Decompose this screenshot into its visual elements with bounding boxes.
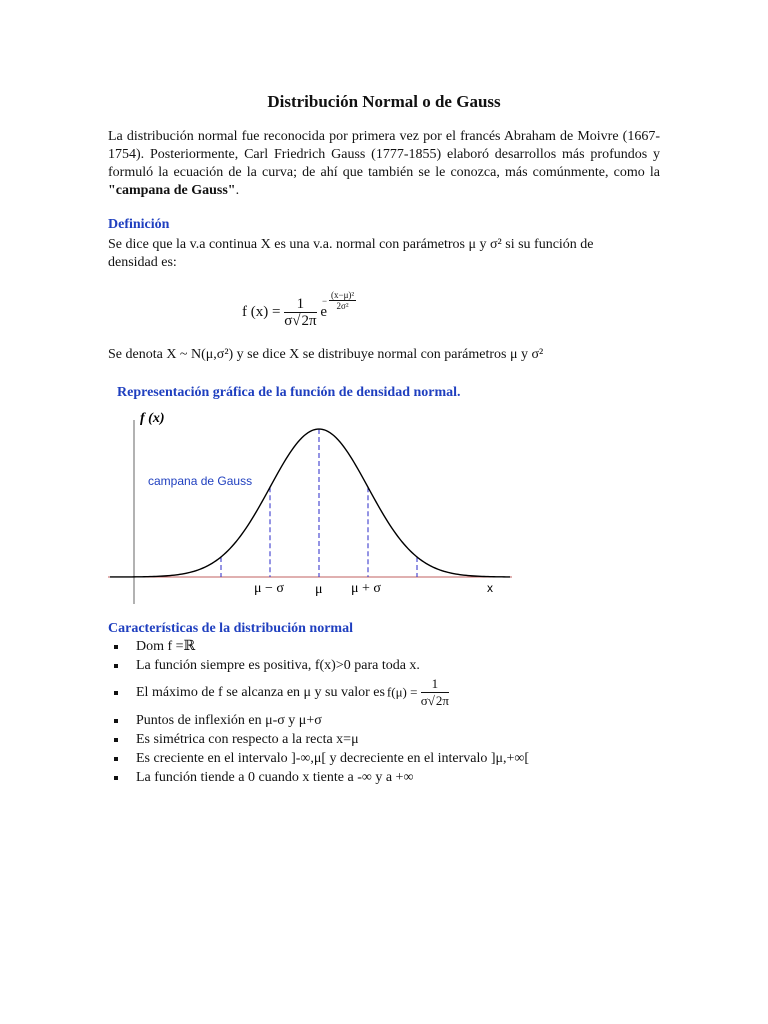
formula-exponential: [320, 290, 356, 320]
list-item: Es creciente en el intervalo ]-∞,μ[ y decreciente en el intervalo ]μ,+∞[: [108, 749, 529, 768]
formula-exp-numerator: (x−μ)²: [331, 290, 355, 300]
definition-line-1: Se dice que la v.a continua X es una v.a. normal con parámetros μ y σ² si su función de: [108, 237, 594, 252]
intro-bold-term: "campana de Gauss": [108, 183, 236, 198]
graph-heading: Representación gráfica de la función de densidad normal.: [117, 385, 461, 400]
list-item: Dom f =ℝ: [108, 637, 529, 656]
formula-root: 2π: [301, 313, 317, 329]
list-item: La función siempre es positiva, f(x)>0 para toda x.: [108, 656, 529, 675]
formula-fraction: [284, 296, 316, 329]
list-item: La función tiende a 0 cuando x tiente a -∞ y a +∞: [108, 768, 529, 787]
density-formula: [242, 290, 356, 329]
formula-lhs: f (x) =: [242, 304, 281, 320]
max-formula: [387, 676, 449, 709]
intro-end: .: [235, 183, 240, 198]
intro-paragraph: [108, 128, 660, 200]
max-formula-root: 2π: [435, 693, 449, 709]
page-title: Distribución Normal o de Gauss: [267, 92, 501, 111]
denote-line: Se denota X ~ N(μ,σ²) y se dice X se distribuye normal con parámetros μ y σ²: [108, 347, 544, 362]
formula-exponent: − (x−μ)² 2σ²: [322, 290, 355, 311]
list-item: Puntos de inflexión en μ-σ y μ+σ: [108, 711, 529, 730]
list-item: Es simétrica con respecto a la recta x=μ: [108, 730, 529, 749]
tick-mu-plus-sigma: μ + σ: [351, 581, 381, 596]
characteristics-list: [108, 637, 529, 787]
y-axis-label: f (x): [140, 411, 165, 426]
formula-sigma: σ: [284, 313, 293, 329]
formula-e: e: [320, 303, 328, 320]
max-formula-lhs: f(μ) =: [386, 684, 418, 700]
formula-denominator: σ√2π: [284, 313, 317, 329]
max-formula-fraction: [421, 676, 449, 709]
max-formula-numerator: 1: [421, 676, 449, 693]
tick-mu-minus-sigma: μ − σ: [254, 581, 284, 596]
intro-text: La distribución normal fue reconocida por primera vez por el francés Abraham de Moivre (1667-1754). Posteriormente, Carl Friedrich Gauss (1777-1855) elaboró desarrollos más profundos y formuló la ecuación de la curva; de ahí que también se le conozca, más comúnmente, como la: [108, 129, 660, 180]
tick-mu: μ: [315, 582, 323, 597]
x-axis-label: x: [487, 581, 493, 595]
definition-heading: Definición: [108, 217, 170, 232]
guide-lines: [221, 429, 417, 577]
max-formula-sigma: σ: [420, 693, 428, 709]
list-item-text: El máximo de f se alcanza en μ y su valor es: [136, 685, 385, 700]
list-item: [108, 675, 529, 711]
gauss-graph: [100, 402, 520, 607]
formula-numerator: 1: [284, 296, 316, 313]
formula-exp-denominator: 2σ²: [336, 301, 349, 311]
definition-line-2: densidad es:: [108, 255, 177, 270]
curve-label: campana de Gauss: [148, 474, 253, 488]
max-formula-denominator: σ√2π: [420, 693, 449, 709]
gauss-curve: [110, 429, 510, 577]
characteristics-heading: Características de la distribución normal: [108, 621, 353, 636]
